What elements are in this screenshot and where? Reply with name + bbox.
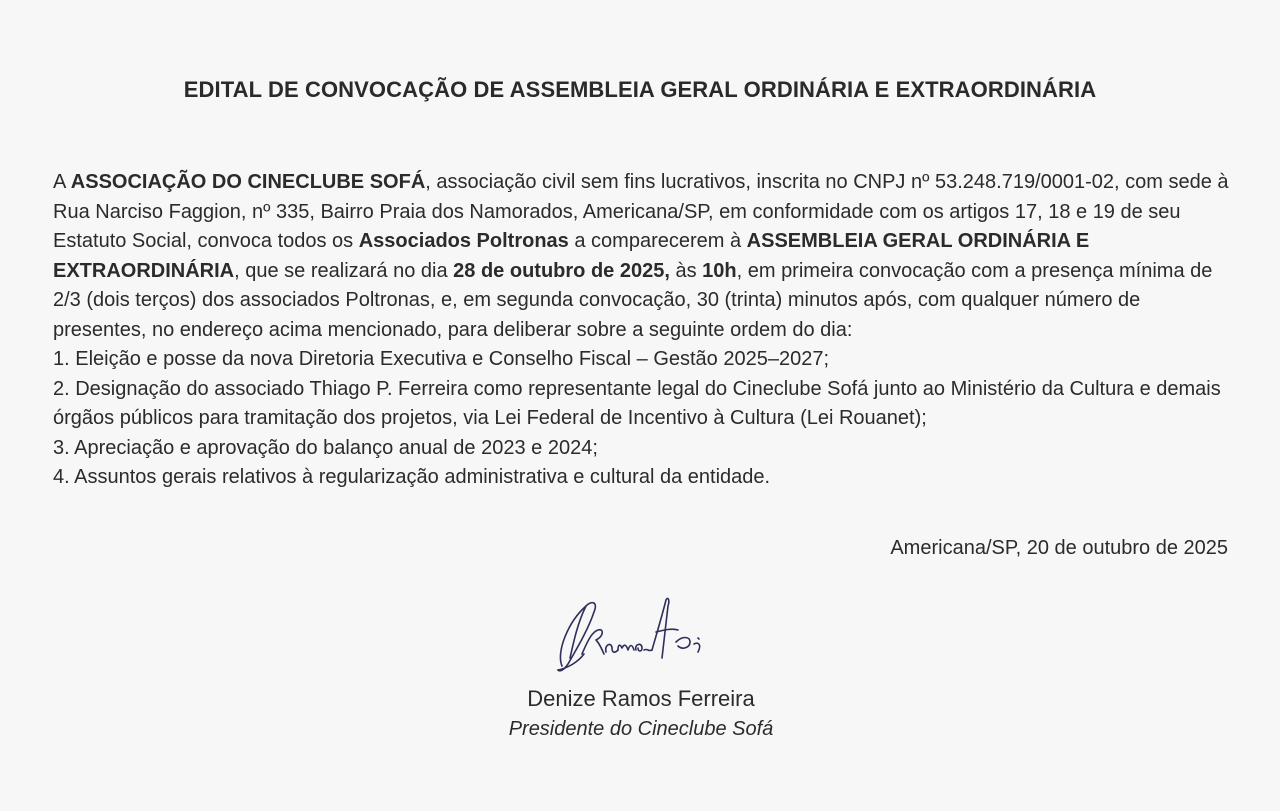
document-body [53,168,1233,493]
assembly-date: 28 de outubro de 2025, [453,259,670,282]
organization-name: ASSOCIAÇÃO DO CINECLUBE SOFÁ [70,171,426,193]
intro-text-4: , que se realizará no dia [234,259,454,282]
intro-text-3: a comparecerem à [568,230,747,252]
agenda-item: 3. Apreciação e aprovação do balanço anual de 2023 e 2024; [53,436,598,459]
assembly-time: 10h [702,259,737,282]
signer-role: Presidente do Cineclube Sofá [508,718,774,740]
signer-name: Denize Ramos Ferreira [527,686,755,711]
agenda-item: 1. Eleição e posse da nova Diretoria Executiva e Conselho Fiscal – Gestão 2025–2027; [53,348,830,370]
assembly-name: ASSEMBLEIA GERAL ORDINÁRIA E EXTRAORDINÁRIA [53,230,1090,282]
document-title: EDITAL DE CONVOCAÇÃO DE ASSEMBLEIA GERAL ORDINÁRIA E EXTRAORDINÁRIA [183,77,1097,102]
place-and-date: Americana/SP, 20 de outubro de 2025 [890,537,1228,559]
members-category: Associados Poltronas [358,230,569,252]
agenda-item: 4. Assuntos gerais relativos à regularização administrativa e cultural da entidade. [53,466,771,488]
intro-text-2: , associação civil sem fins lucrativos, inscrita no CNPJ nº 53.248.719/0001-02, com sede à Rua Narciso Faggion, nº 335, Bairro Praia dos Namorados, Americana/SP, em conformidade com os artigos 17, 18 e 19 de seu Estatuto Social, convoca todos os [53,171,1229,252]
agenda-item: 2. Designação do associado Thiago P. Ferreira como representante legal do Cineclube Sofá junto ao Ministério da Cultura e demais órgãos públicos para tramitação dos projetos, via Lei Federal de Incentivo à Cultura (Lei Rouanet); [53,377,1221,429]
intro-text-1: A [53,171,71,193]
intro-text-5: às [669,259,703,282]
handwritten-signature [548,592,718,682]
intro-paragraph [53,168,1233,345]
intro-text-6: , em primeira convocação com a presença mínima de 2/3 (dois terços) dos associados Poltronas, e, em segunda convocação, 30 (trinta) minutos após, com qualquer número de presentes, no endereço acima mencionado, para deliberar sobre a seguinte ordem do dia: [53,259,1213,341]
